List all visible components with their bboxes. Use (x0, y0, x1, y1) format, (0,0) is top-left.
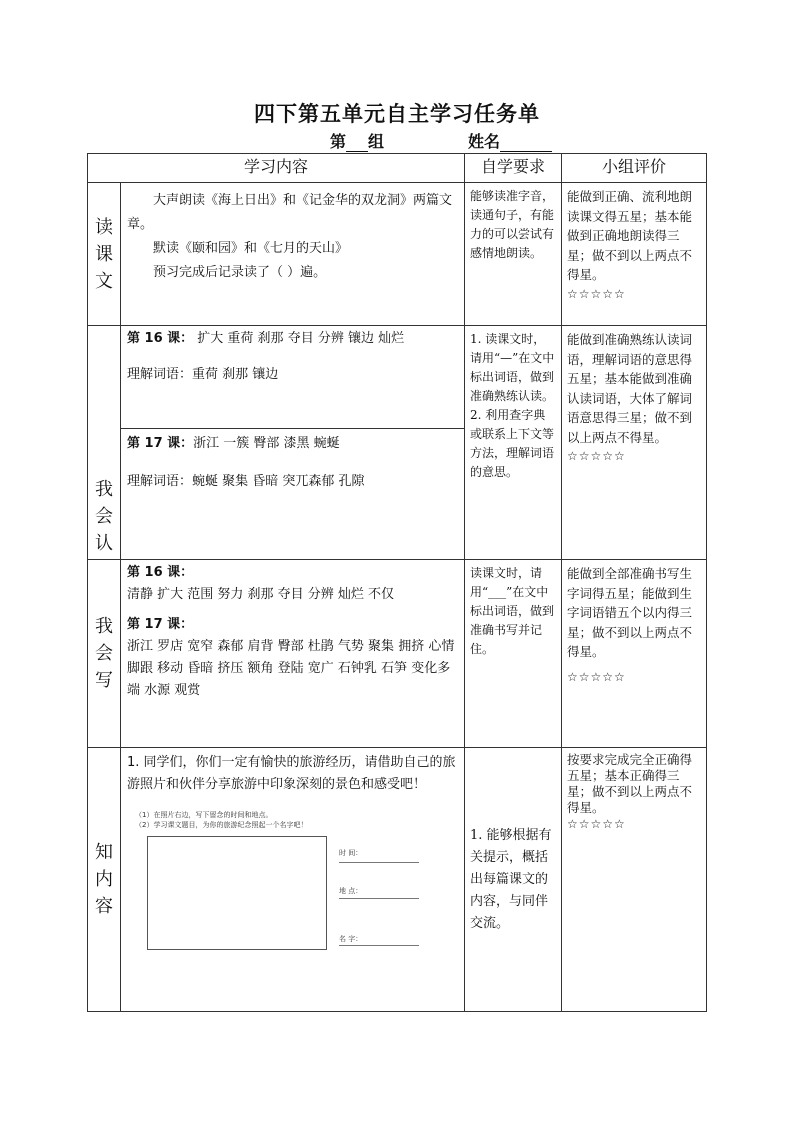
evaluation-text: 能做到准确熟练认读词语，理解词语的意思得五星；基本能做到准确认读词语，大体了解词语意思得三星；做不到以上两点不得星。 (567, 332, 693, 445)
section-char: 课 (95, 243, 113, 265)
content-line: 预习完成后记录读了（ ）遍。 (153, 265, 327, 280)
section-char: 写 (95, 670, 113, 691)
lesson-label: 第 16 课： (127, 565, 194, 580)
section-char: 内 (95, 869, 113, 890)
evaluation-text: 按要求完成完全正确得五星；基本正确得三星；做不到以上两点不得星。 (567, 752, 693, 815)
section-char: 会 (95, 506, 113, 527)
star-rating[interactable]: ☆☆☆☆☆ (567, 817, 626, 831)
header-content: 学习内容 (88, 154, 465, 183)
star-rating[interactable]: ☆☆☆☆☆ (567, 669, 626, 684)
section-char: 知 (95, 842, 113, 863)
section-char: 我 (95, 616, 113, 637)
requirement-recognize (465, 326, 562, 560)
evaluation-text: 能做到正确、流利地朗读课文得五星；基本能做到正确地朗读得三星；做不到以上两点不得星。 (567, 189, 693, 282)
content-line: 大声朗读《海上日出》和《记金华的双龙洞》两篇文章。 (127, 193, 453, 232)
worksheet-instruction: （2）学习课文题目，为你的旅游纪念照起一个名字吧！ (135, 821, 308, 829)
star-rating[interactable]: ☆☆☆☆☆ (567, 449, 626, 463)
lesson16-block (127, 328, 458, 428)
content-read (121, 183, 465, 326)
row-recognize (88, 326, 707, 560)
worksheet-image (127, 810, 452, 950)
star-rating[interactable]: ☆☆☆☆☆ (567, 286, 626, 301)
section-char: 读 (95, 216, 113, 238)
header-requirement: 自学要求 (465, 154, 562, 183)
understand-words: 理解词语：重荷 刹那 镶边 (127, 367, 279, 382)
worksheet-instruction: （1）在照片右边，写下留念的时间和地点。 (135, 811, 273, 819)
task-text: 1. 同学们，你们一定有愉快的旅游经历，请借助自己的旅游照片和伙伴分享旅游中印象深刻的景色和感受吧！ (127, 755, 456, 792)
page-title: 四下第五单元自主学习任务单 (254, 102, 540, 126)
lesson-label: 第 16 课： (127, 331, 194, 346)
group-blank[interactable] (346, 135, 368, 152)
understand-words: 理解词语：蜿蜒 聚集 昏暗 突兀森郁 孔隙 (127, 474, 365, 489)
content-write (121, 560, 465, 748)
section-char: 会 (95, 643, 113, 664)
name-field (468, 129, 552, 152)
evaluation-write (562, 560, 707, 748)
section-read (88, 183, 121, 326)
word-list: 浙江 罗店 宽窄 森郁 肩背 臀部 杜鹃 气势 聚集 拥挤 心情 脚跟 移动 昏暗 挤压 额角 登陆 宽广 石钟乳 石笋 变化多端 水源 观赏 (127, 639, 455, 698)
photo-frame (147, 836, 327, 950)
lesson-label: 第 17 课： (127, 617, 194, 632)
time-line[interactable] (339, 862, 419, 863)
requirement-write: 读课文时，请用“___”在文中标出词语，做到准确书写并记住。 (465, 560, 562, 748)
content-line: 默读《颐和园》和《七月的天山》 (153, 241, 349, 256)
evaluation-read (562, 183, 707, 326)
name-label: 姓名 (468, 132, 501, 151)
word-list: 清静 扩大 范围 努力 刹那 夺目 分辨 灿烂 不仅 (127, 587, 395, 602)
group-suffix: 组 (368, 132, 385, 151)
word-list: 浙江 一簇 臀部 漆黑 蜿蜒 (193, 436, 340, 451)
section-content (88, 748, 121, 1012)
requirement-item: 2. 利用查字典或联系上下文等方法，理解词语的意思。 (470, 408, 555, 479)
word-list: 扩大 重荷 刹那 夺目 分辨 镶边 灿烂 (197, 331, 405, 346)
group-prefix: 第 (330, 132, 347, 151)
evaluation-recognize (562, 326, 707, 560)
row-read (88, 183, 707, 326)
section-char: 容 (95, 896, 113, 917)
requirement-content: 1. 能够根据有关提示，概括出每篇课文的内容，与同伴交流。 (465, 748, 562, 1012)
name-label: 名 字： (339, 935, 363, 943)
evaluation-text: 能做到全部准确书写生字词得五星；能做到生字词语错五个以内得三星；做不到以上两点不得星。 (567, 566, 693, 659)
content-recognize (121, 326, 465, 560)
place-label: 地 点： (339, 887, 363, 895)
section-char: 文 (95, 270, 113, 292)
evaluation-content (562, 748, 707, 1012)
row-write (88, 560, 707, 748)
header-evaluation: 小组评价 (562, 154, 707, 183)
section-char: 我 (95, 479, 113, 500)
row-content (88, 748, 707, 1012)
name-blank[interactable] (500, 135, 552, 152)
task-table (87, 153, 707, 1012)
name-line[interactable] (339, 945, 419, 946)
content-summary (121, 748, 465, 1012)
requirement-item: 1. 读课文时，请用“—”在文中标出词语，做到准确熟练认读。 (470, 332, 555, 403)
lesson17-block (121, 428, 464, 493)
requirement-read: 能够读准字音，读通句子，有能力的可以尝试有感情地朗读。 (465, 183, 562, 326)
section-recognize (88, 326, 121, 560)
time-label: 时 间： (339, 849, 363, 857)
section-write (88, 560, 121, 748)
group-field (330, 129, 384, 152)
header-row (88, 154, 707, 183)
place-line[interactable] (339, 898, 419, 899)
lesson-label: 第 17 课： (127, 436, 194, 451)
section-char: 认 (95, 533, 113, 554)
